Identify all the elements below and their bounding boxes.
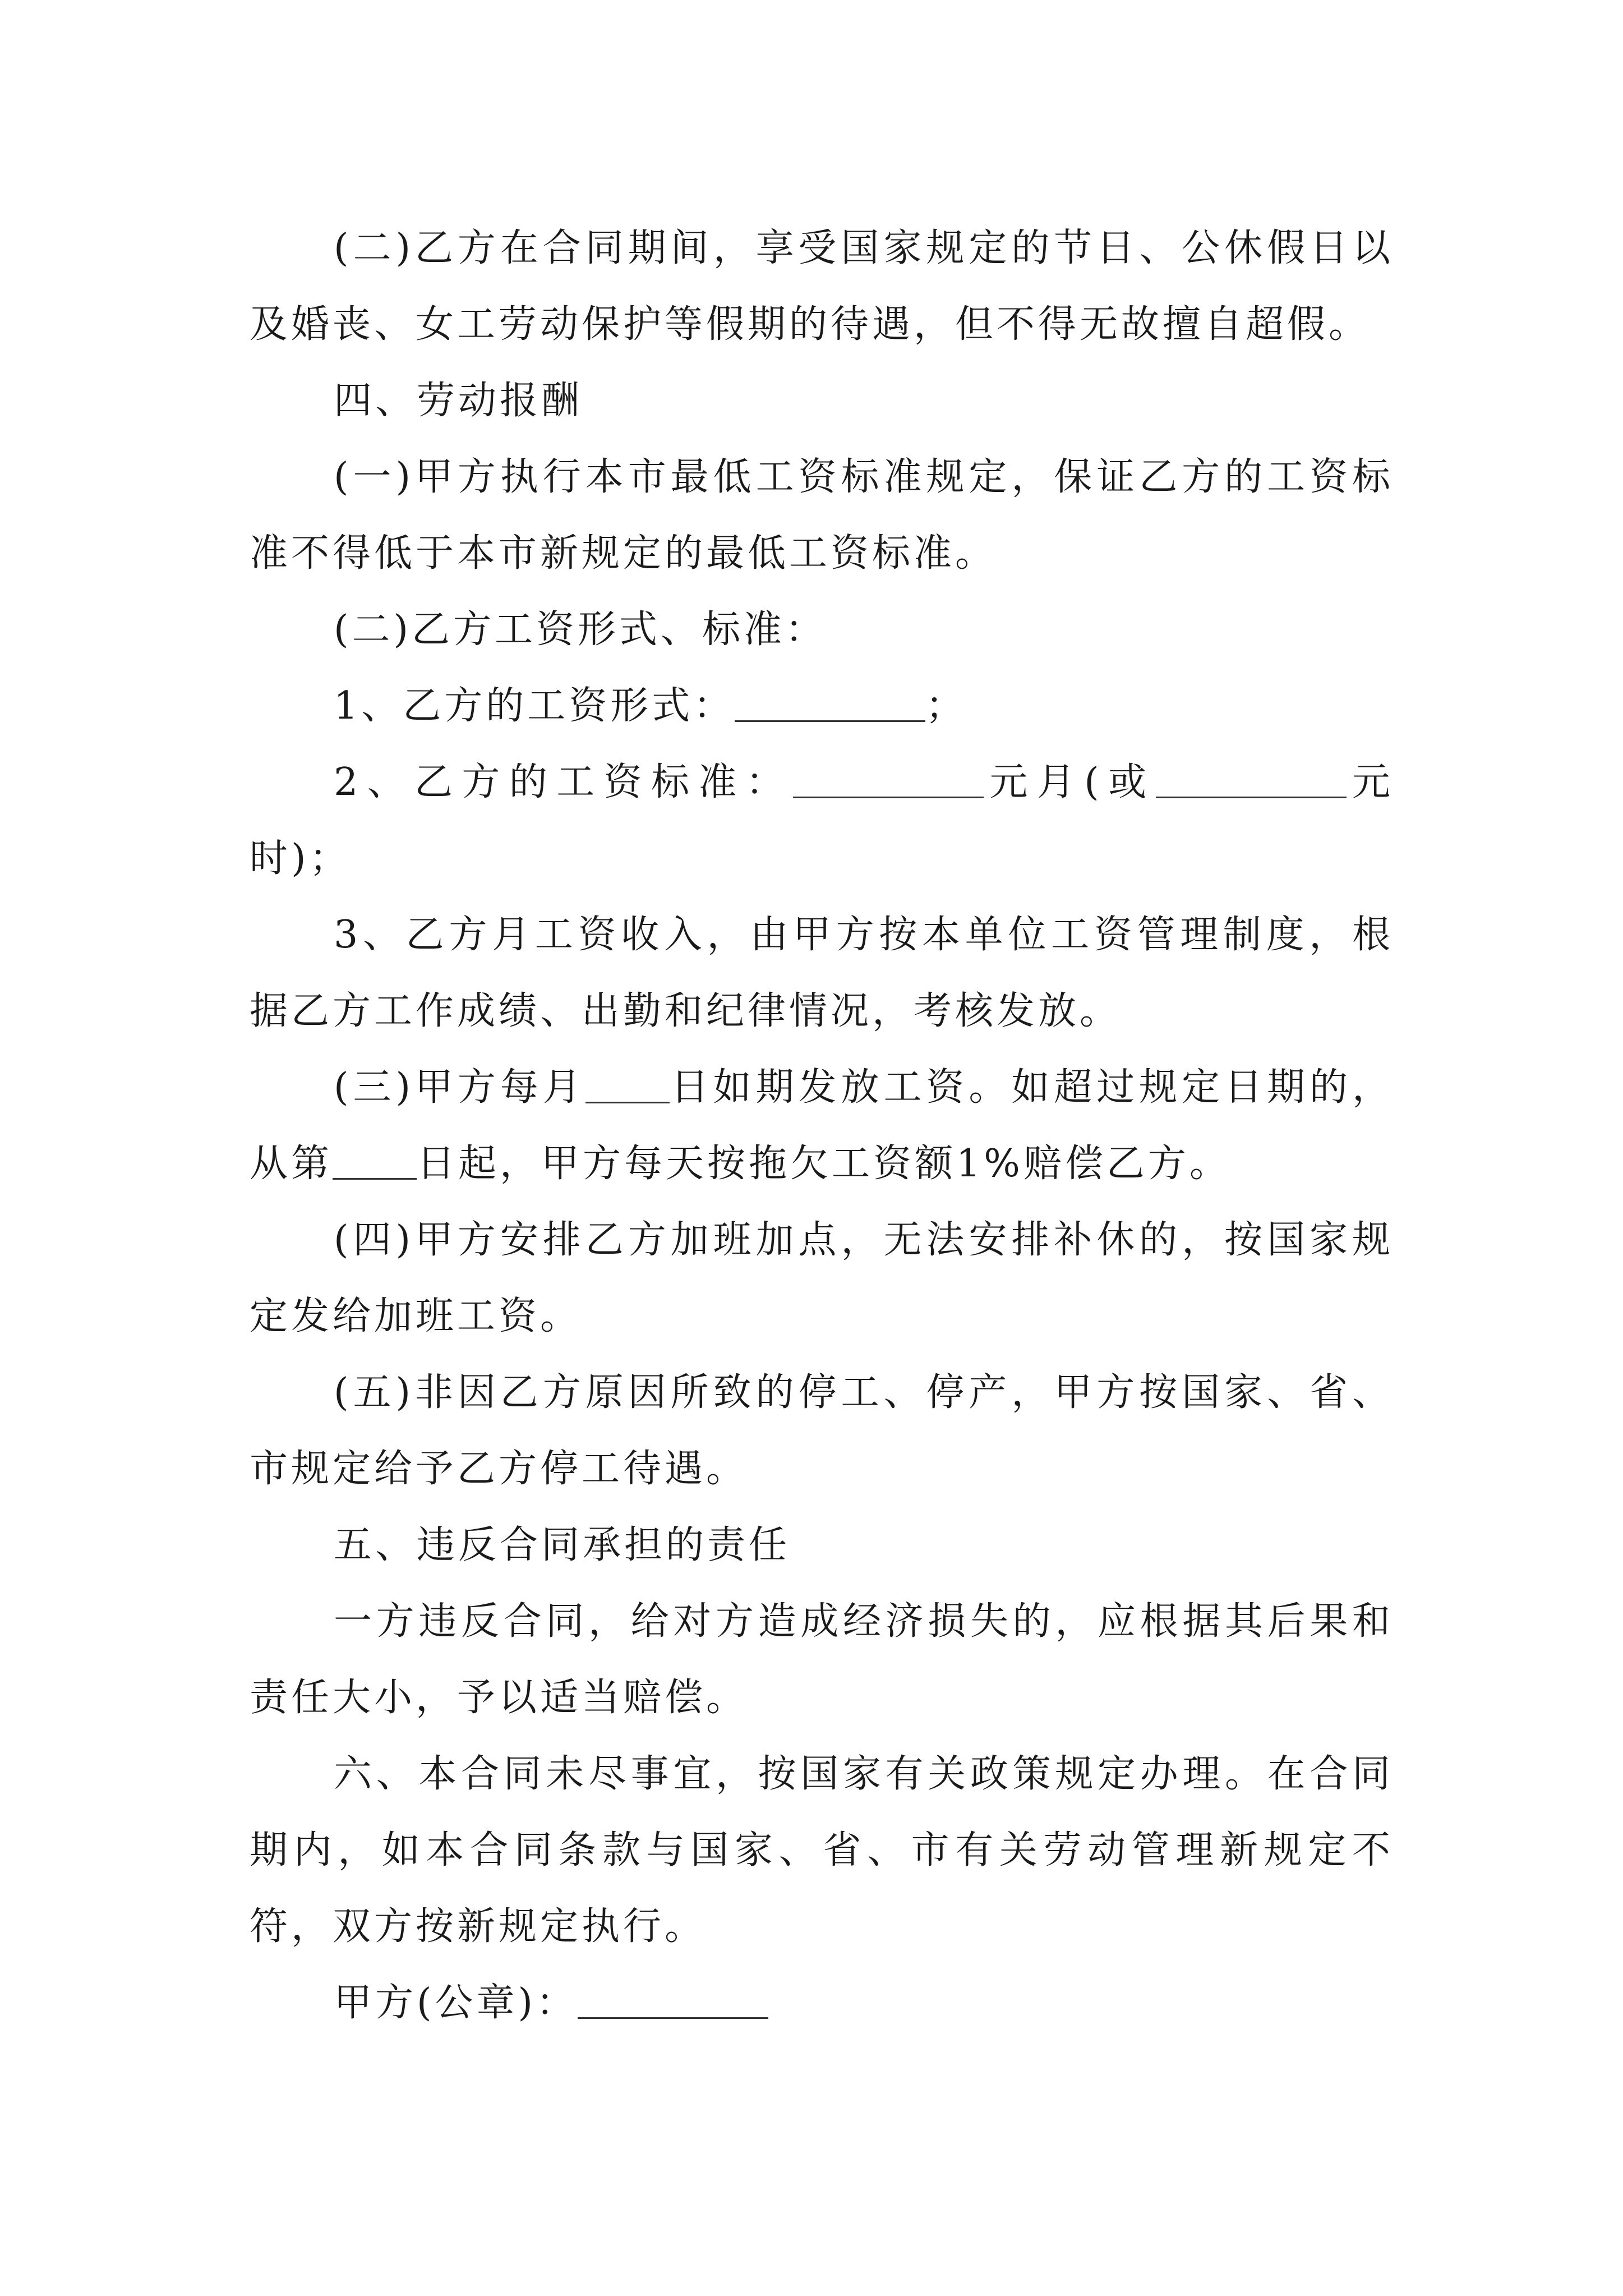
wage-standard-end: 元时)；	[250, 760, 1394, 881]
paragraph-work-stoppage: (五)非因乙方原因所致的停工、停产，甲方按国家、省、市规定给予乙方停工待遇。	[250, 1370, 1394, 1491]
monthly-wage-blank[interactable]	[793, 763, 984, 798]
wage-standard-label: 2、乙方的工资标准：	[334, 760, 794, 804]
pay-date-label: (三)甲方每月	[334, 1065, 585, 1110]
late-day-blank[interactable]	[333, 1144, 417, 1180]
paragraph-wage-form	[250, 668, 1394, 744]
paragraph-overtime: (四)甲方安排乙方加班加点，无法安排补休的，按国家规定发给加班工资。	[250, 1218, 1394, 1338]
paragraph-wage-form-heading: (二)乙方工资形式、标准：	[334, 608, 827, 652]
wage-form-blank[interactable]	[735, 687, 925, 722]
pay-date-end: 日起，甲方每天按拖欠工资额1%赔偿乙方。	[417, 1142, 1231, 1186]
pay-date-middle: 日如期发放工资。如超过规定日期的，从第	[250, 1065, 1394, 1186]
wage-form-label: 1、乙方的工资形式：	[334, 684, 735, 728]
section-heading-remuneration: 四、劳动报酬	[334, 379, 583, 423]
wage-form-end: ；	[925, 684, 967, 728]
paragraph-wage-standard	[250, 744, 1394, 897]
contract-text	[250, 210, 1394, 2041]
pay-day-blank[interactable]	[585, 1068, 670, 1103]
paragraph-party-a-seal	[250, 1965, 1394, 2041]
paragraph-compensation: 一方违反合同，给对方造成经济损失的，应根据其后果和责任大小，予以适当赔偿。	[250, 1599, 1394, 1720]
party-a-seal-blank[interactable]	[578, 1984, 768, 2019]
paragraph-holidays: (二)乙方在合同期间，享受国家规定的节日、公休假日以及婚丧、女工劳动保护等假期的待遇，但不得无故擅自超假。	[250, 226, 1394, 347]
hourly-wage-blank[interactable]	[1156, 763, 1347, 798]
paragraph-pay-date	[250, 1050, 1394, 1202]
section-heading-liability: 五、违反合同承担的责任	[334, 1523, 791, 1567]
party-a-seal-label: 甲方(公章)：	[334, 1981, 578, 2025]
paragraph-monthly-income: 3、乙方月工资收入，由甲方按本单位工资管理制度，根据乙方工作成绩、出勤和纪律情况，考核发放。	[250, 913, 1394, 1033]
paragraph-unresolved-matters: 六、本合同未尽事宜，按国家有关政策规定办理。在合同期内，如本合同条款与国家、省、市有关劳动管理新规定不符，双方按新规定执行。	[250, 1752, 1394, 1949]
paragraph-minimum-wage: (一)甲方执行本市最低工资标准规定，保证乙方的工资标准不得低于本市新规定的最低工资标准。	[250, 455, 1394, 576]
wage-standard-middle: 元月(或	[984, 760, 1156, 804]
